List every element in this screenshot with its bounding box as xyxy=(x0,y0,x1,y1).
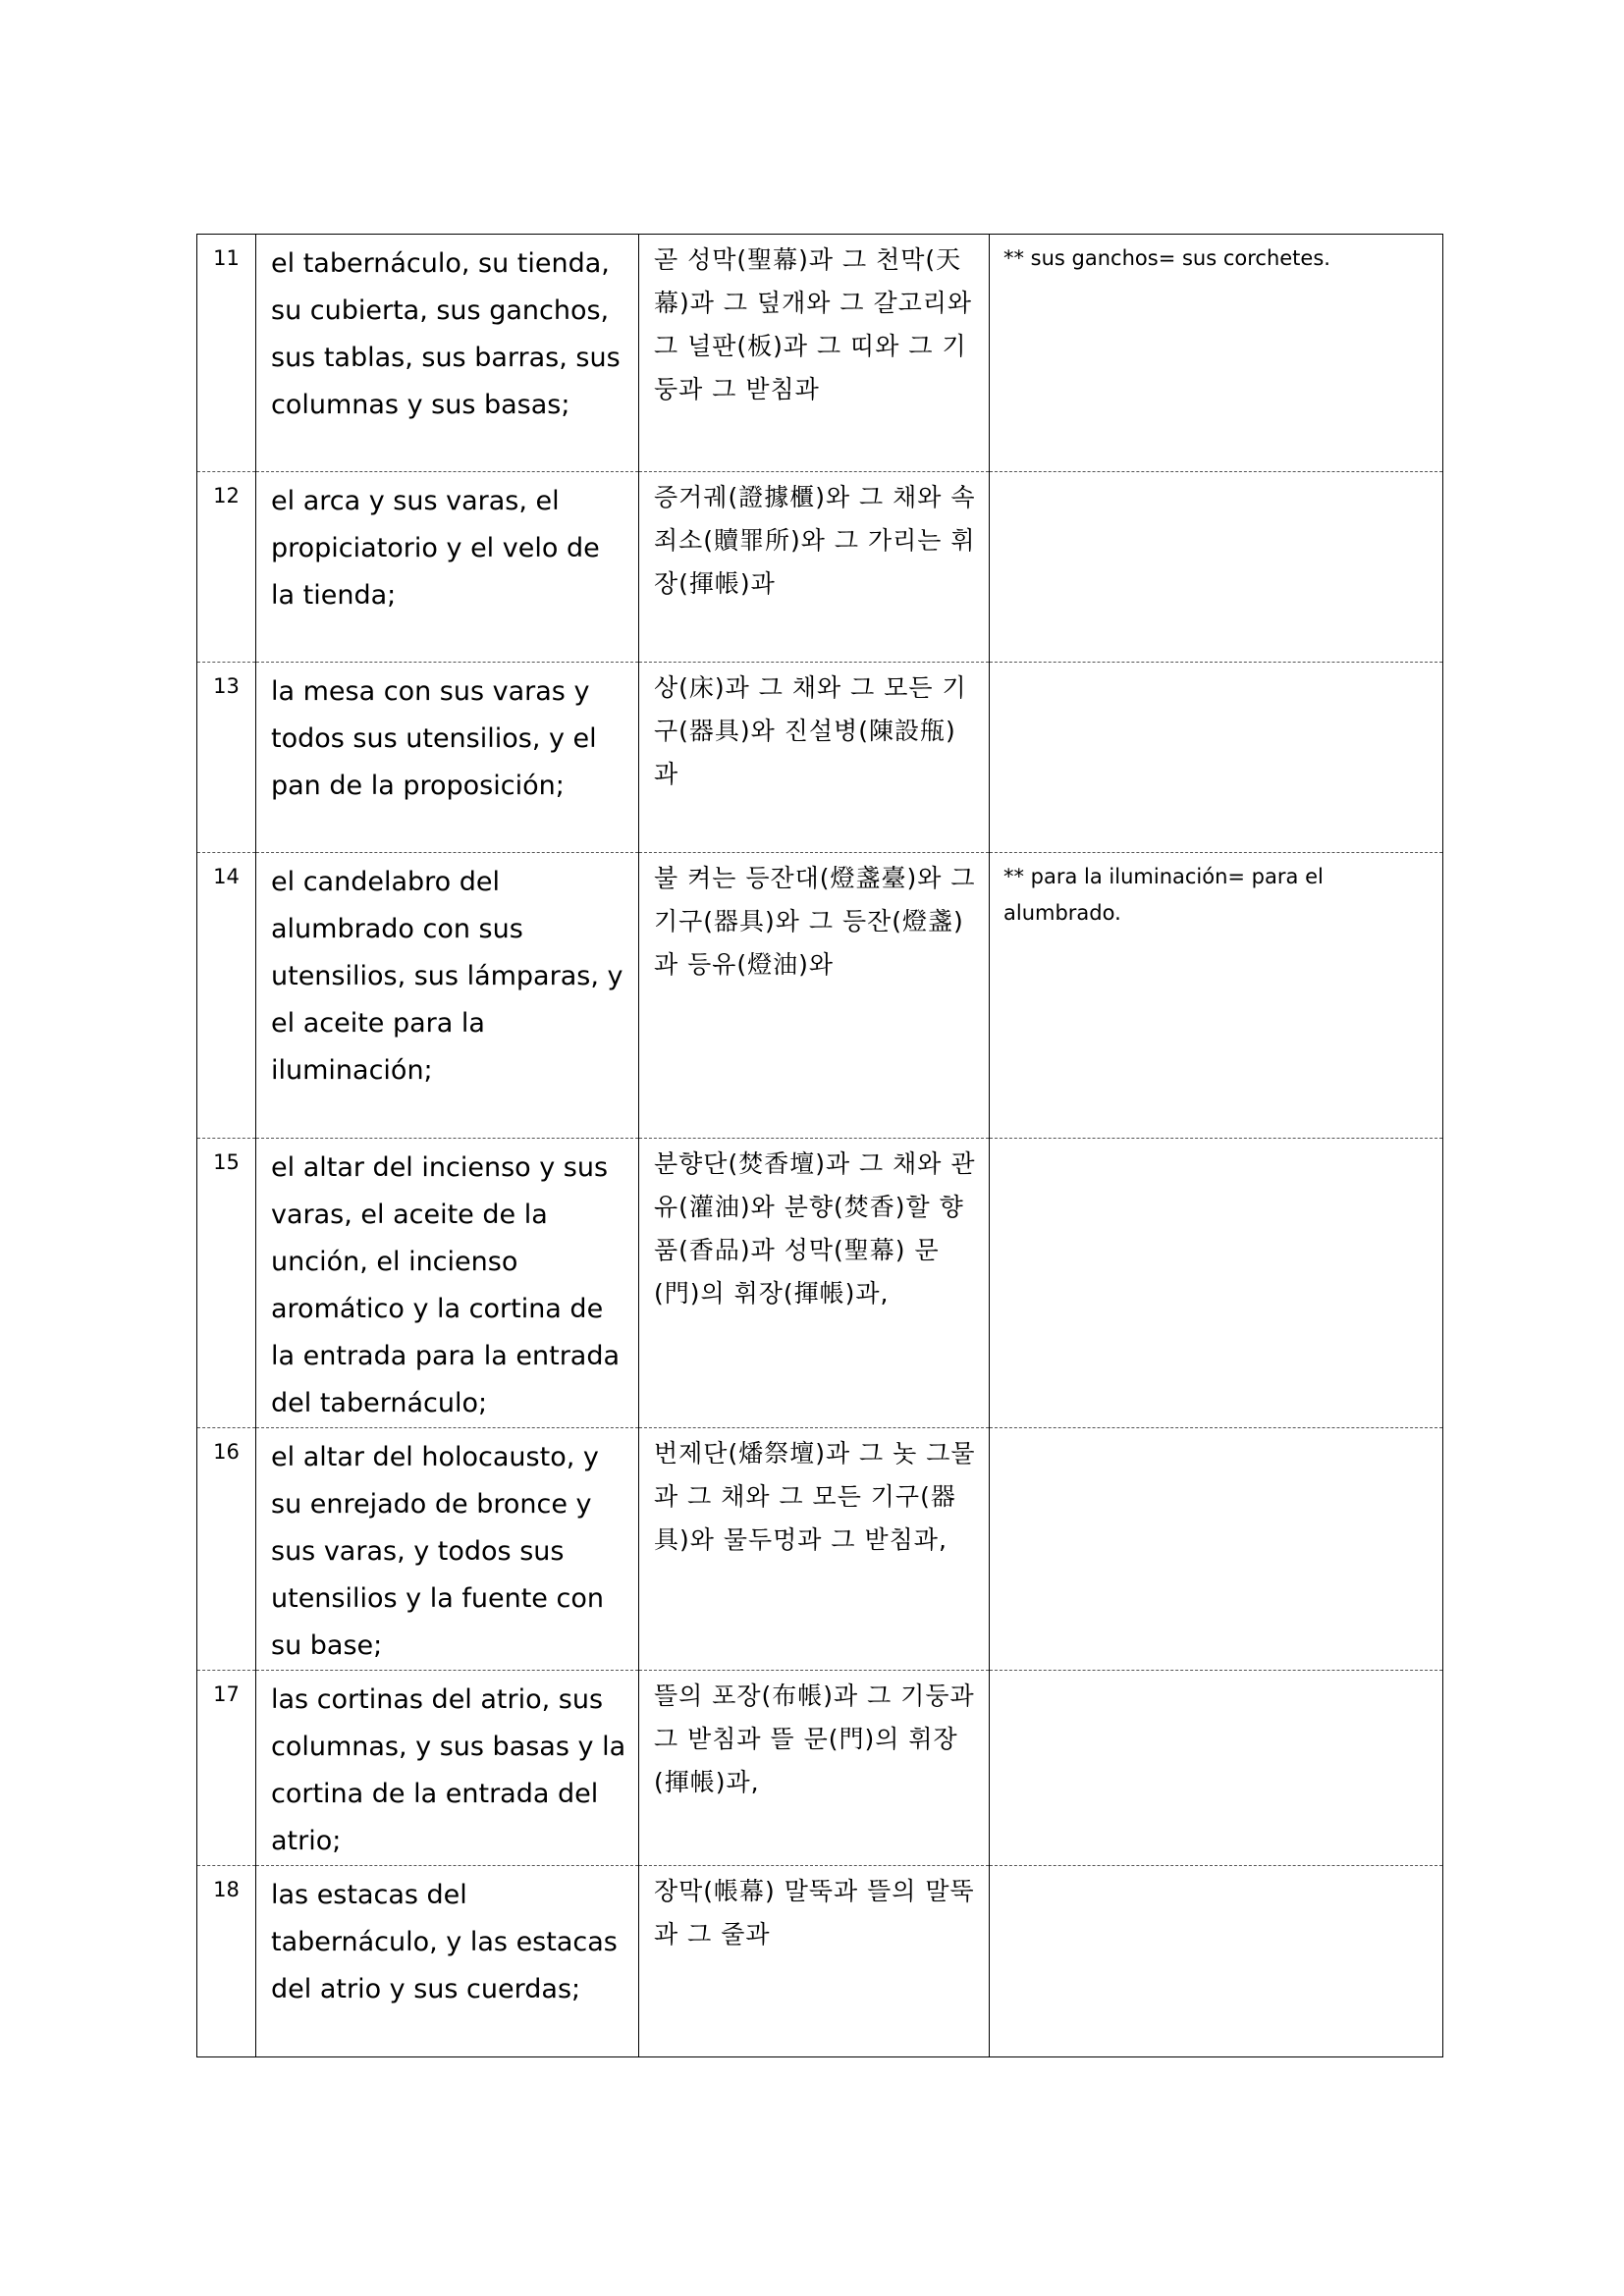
table-row xyxy=(197,1139,1443,1428)
verse-number: 12 xyxy=(197,472,256,663)
verse-number: 17 xyxy=(197,1671,256,1866)
spanish-text: el arca y sus varas, el propiciatorio y el velo de la tienda; xyxy=(256,472,639,663)
verse-number: 14 xyxy=(197,853,256,1139)
spanish-text: el altar del incienso y sus varas, el aceite de la unción, el incienso aromático y la cortina de la entrada para la entrada del tabernáculo; xyxy=(256,1139,639,1428)
verse-number: 15 xyxy=(197,1139,256,1428)
spanish-text: el altar del holocausto, y su enrejado de bronce y sus varas, y todos sus utensilios y la fuente con su base; xyxy=(256,1428,639,1671)
korean-text: 분향단(焚香壇)과 그 채와 관유(灌油)와 분향(焚香)할 향품(香品)과 성막(聖幕) 문(門)의 휘장(揮帳)과, xyxy=(639,1139,990,1428)
note-cell xyxy=(990,472,1443,663)
table-row xyxy=(197,472,1443,663)
table-row xyxy=(197,663,1443,853)
korean-text: 증거궤(證據櫃)와 그 채와 속죄소(贖罪所)와 그 가리는 휘장(揮帳)과 xyxy=(639,472,990,663)
note-cell xyxy=(990,1671,1443,1866)
note-cell xyxy=(990,663,1443,853)
note-cell xyxy=(990,1866,1443,2057)
note-cell xyxy=(990,1428,1443,1671)
verse-number: 13 xyxy=(197,663,256,853)
note-text: ** para la iluminación= para el alumbrado. xyxy=(1003,865,1324,925)
note-text: ** sus ganchos= sus corchetes. xyxy=(1003,246,1330,270)
verse-number: 18 xyxy=(197,1866,256,2057)
table-row xyxy=(197,1866,1443,2057)
spanish-text: el candelabro del alumbrado con sus utensilios, sus lámparas, y el aceite para la iluminación; xyxy=(256,853,639,1139)
note-cell xyxy=(990,853,1443,1139)
verse-number: 11 xyxy=(197,235,256,472)
korean-text: 곧 성막(聖幕)과 그 천막(天幕)과 그 덮개와 그 갈고리와 그 널판(板)과 그 띠와 그 기둥과 그 받침과 xyxy=(639,235,990,472)
table-row xyxy=(197,853,1443,1139)
spanish-text: la mesa con sus varas y todos sus utensilios, y el pan de la proposición; xyxy=(256,663,639,853)
verse-number: 16 xyxy=(197,1428,256,1671)
note-cell xyxy=(990,1139,1443,1428)
table-row xyxy=(197,1671,1443,1866)
korean-text: 번제단(燔祭壇)과 그 놋 그물과 그 채와 그 모든 기구(器具)와 물두멍과 그 받침과, xyxy=(639,1428,990,1671)
korean-text: 불 켜는 등잔대(燈盞臺)와 그 기구(器具)와 그 등잔(燈盞)과 등유(燈油)와 xyxy=(639,853,990,1139)
korean-text: 뜰의 포장(布帳)과 그 기둥과 그 받침과 뜰 문(門)의 휘장(揮帳)과, xyxy=(639,1671,990,1866)
spanish-text: las estacas del tabernáculo, y las estacas del atrio y sus cuerdas; xyxy=(256,1866,639,2057)
spanish-text: el tabernáculo, su tienda, su cubierta, sus ganchos, sus tablas, sus barras, sus columnas y sus basas; xyxy=(256,235,639,472)
table-row xyxy=(197,235,1443,472)
table-row xyxy=(197,1428,1443,1671)
verse-table xyxy=(196,234,1443,2057)
korean-text: 장막(帳幕) 말뚝과 뜰의 말뚝과 그 줄과 xyxy=(639,1866,990,2057)
note-cell xyxy=(990,235,1443,472)
spanish-text: las cortinas del atrio, sus columnas, y sus basas y la cortina de la entrada del atrio; xyxy=(256,1671,639,1866)
korean-text: 상(床)과 그 채와 그 모든 기구(器具)와 진설병(陳設甁)과 xyxy=(639,663,990,853)
